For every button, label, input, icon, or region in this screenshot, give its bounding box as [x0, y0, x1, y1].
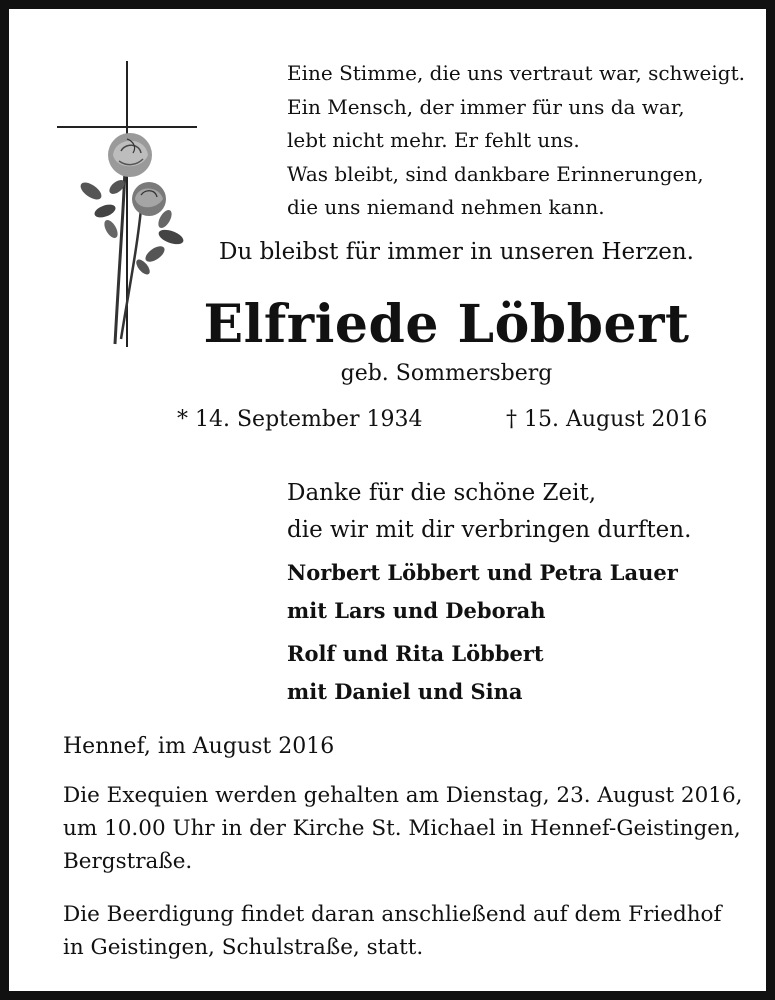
burial-line: in Geistingen, Schulstraße, statt. [63, 935, 424, 960]
burial-line: Die Beerdigung findet daran anschließend auf dem Friedhof [63, 902, 722, 927]
family-line: mit Daniel und Sina [287, 679, 523, 704]
birth-date: * 14. September 1934 [177, 407, 423, 432]
family-line: Norbert Löbbert und Petra Lauer [287, 560, 678, 585]
poem-line: Eine Stimme, die uns vertraut war, schweigt. [287, 61, 745, 85]
exequies-line: Die Exequien werden gehalten am Dienstag, 23. August 2016, [63, 783, 743, 808]
poem-line: die uns niemand nehmen kann. [287, 195, 605, 219]
family-group [287, 635, 544, 711]
exequies-line: Bergstraße. [63, 849, 193, 874]
death-date: † 15. August 2016 [506, 407, 708, 432]
poem-line: lebt nicht mehr. Er fehlt uns. [287, 128, 580, 152]
maiden-name: geb. Sommersberg [340, 361, 553, 386]
thanks-text [287, 475, 691, 549]
place-date: Hennef, im August 2016 [63, 734, 335, 759]
thanks-line: Danke für die schöne Zeit, [287, 480, 597, 506]
exequies-paragraph [63, 779, 742, 878]
deceased-name: Elfriede Löbbert [203, 294, 690, 355]
family-line: mit Lars und Deborah [287, 598, 546, 623]
family-line: Rolf und Rita Löbbert [287, 641, 544, 666]
thanks-line: die wir mit dir verbringen durften. [287, 517, 692, 543]
family-group [287, 554, 678, 630]
burial-paragraph [63, 898, 721, 964]
poem [287, 57, 745, 225]
poem-line: Was bleibt, sind dankbare Erinnerungen, [287, 161, 704, 186]
tagline: Du bleibst für immer in unseren Herzen. [219, 239, 694, 265]
poem-line: Ein Mensch, der immer für uns da war, [287, 94, 685, 119]
exequies-line: um 10.00 Uhr in der Kirche St. Michael in Hennef-Geistingen, [63, 816, 741, 841]
